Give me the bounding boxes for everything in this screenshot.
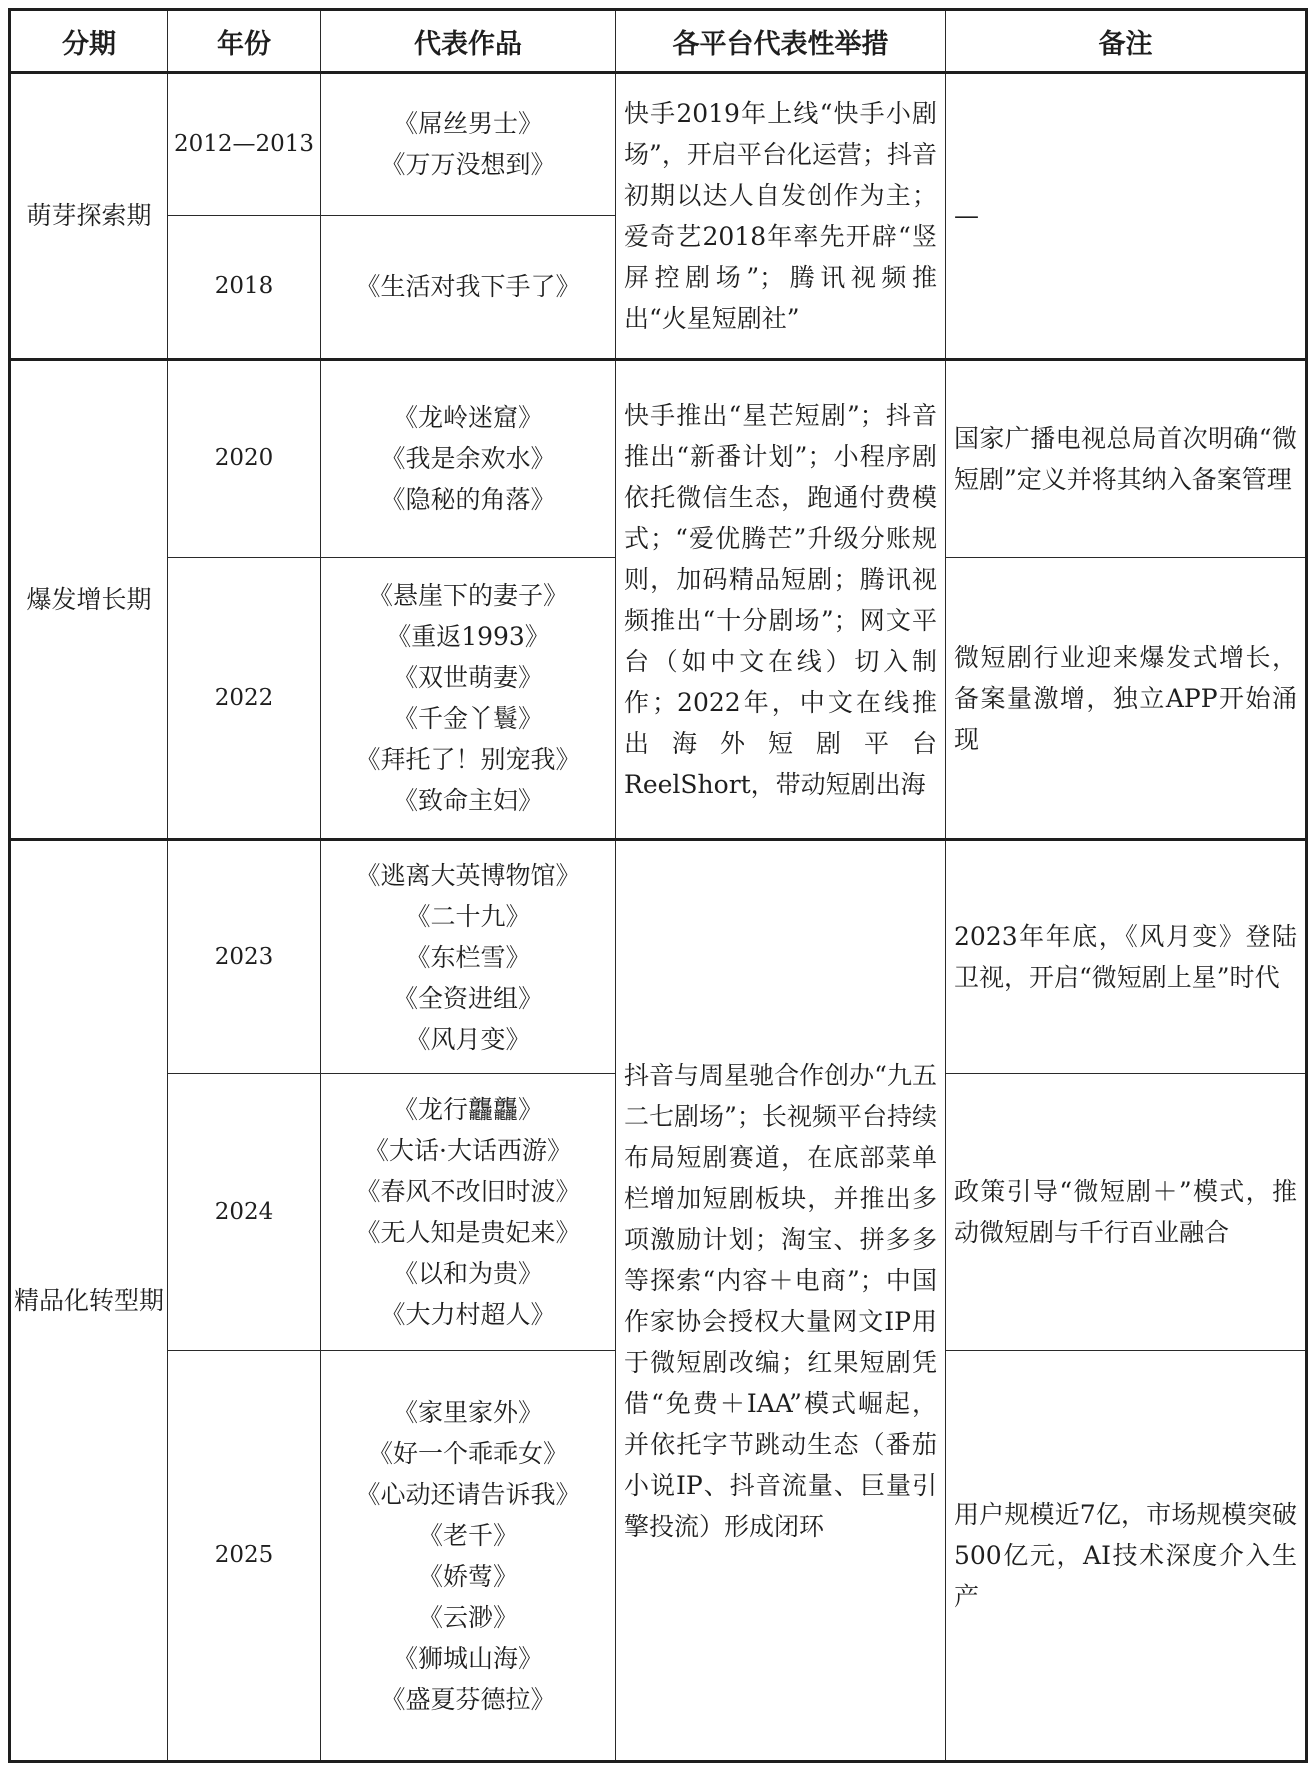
work-title: 《云渺》 bbox=[417, 1602, 518, 1632]
work-title: 《以和为贵》 bbox=[392, 1259, 543, 1289]
work-title: 《逃离大英博物馆》 bbox=[355, 860, 581, 890]
work-title: 《春风不改旧时波》 bbox=[355, 1177, 581, 1207]
period-name: 萌芽探索期 bbox=[10, 73, 168, 360]
work-title: 《大话·大话西游》 bbox=[364, 1136, 572, 1166]
work-title: 《双世萌妻》 bbox=[392, 663, 543, 693]
header-row bbox=[10, 10, 1307, 73]
works-cell bbox=[321, 1351, 616, 1762]
works-cell bbox=[321, 215, 616, 359]
work-title: 《拜托了！别宠我》 bbox=[355, 745, 581, 775]
work-title: 《盛夏芬德拉》 bbox=[380, 1684, 556, 1714]
table-row bbox=[10, 359, 1307, 558]
work-title: 《家里家外》 bbox=[392, 1397, 543, 1427]
work-title: 《致命主妇》 bbox=[392, 786, 543, 816]
table-wrapper bbox=[8, 8, 1305, 1763]
work-title: 《狮城山海》 bbox=[392, 1643, 543, 1673]
development-stages-table bbox=[8, 8, 1308, 1763]
work-title: 《屌丝男士》 bbox=[392, 109, 543, 139]
works-cell bbox=[321, 359, 616, 558]
work-title: 《悬崖下的妻子》 bbox=[367, 581, 568, 611]
year-cell: 2022 bbox=[168, 558, 321, 840]
year-cell: 2012—2013 bbox=[168, 73, 321, 216]
work-title: 《无人知是贵妃来》 bbox=[355, 1218, 581, 1248]
work-title: 《隐秘的角落》 bbox=[380, 485, 556, 515]
work-title: 《娇莺》 bbox=[417, 1561, 518, 1591]
work-title: 《老千》 bbox=[417, 1520, 518, 1550]
work-title: 《千金丫鬟》 bbox=[392, 704, 543, 734]
year-cell: 2023 bbox=[168, 840, 321, 1073]
note-cell: 微短剧行业迎来爆发式增长，备案量激增，独立APP开始涌现 bbox=[946, 558, 1307, 840]
header-period: 分期 bbox=[10, 10, 168, 73]
table-row bbox=[10, 840, 1307, 1073]
header-platform-measures: 各平台代表性举措 bbox=[616, 10, 946, 73]
work-title: 《好一个乖乖女》 bbox=[367, 1438, 568, 1468]
work-title: 《重返1993》 bbox=[386, 622, 550, 652]
works-cell bbox=[321, 558, 616, 840]
header-year: 年份 bbox=[168, 10, 321, 73]
platform-measures-cell: 快手推出“星芒短剧”；抖音推出“新番计划”；小程序剧依托微信生态，跑通付费模式；“爱优腾芒”升级分账规则，加码精品短剧；腾讯视频推出“十分剧场”；网文平台（如中文在线）切入制作；2022年，中文在线推出海外短剧平台ReelShort，带动短剧出海 bbox=[616, 359, 946, 840]
note-cell: — bbox=[946, 73, 1307, 360]
year-cell: 2025 bbox=[168, 1351, 321, 1762]
work-title: 《龙行龘龘》 bbox=[392, 1095, 543, 1125]
header-notes: 备注 bbox=[946, 10, 1307, 73]
work-title: 《心动还请告诉我》 bbox=[355, 1479, 581, 1509]
work-title: 《二十九》 bbox=[405, 901, 531, 931]
work-title: 《东栏雪》 bbox=[405, 942, 531, 972]
note-cell: 国家广播电视总局首次明确“微短剧”定义并将其纳入备案管理 bbox=[946, 359, 1307, 558]
works-cell bbox=[321, 73, 616, 216]
platform-measures-cell: 快手2019年上线“快手小剧场”，开启平台化运营；抖音初期以达人自发创作为主；爱奇艺2018年率先开辟“竖屏控剧场”；腾讯视频推出“火星短剧社” bbox=[616, 73, 946, 360]
note-cell: 2023年年底，《风月变》登陆卫视，开启“微短剧上星”时代 bbox=[946, 840, 1307, 1073]
work-title: 《风月变》 bbox=[405, 1024, 531, 1054]
work-title: 《生活对我下手了》 bbox=[355, 272, 581, 302]
work-title: 《大力村超人》 bbox=[380, 1300, 556, 1330]
table-row bbox=[10, 73, 1307, 216]
year-cell: 2020 bbox=[168, 359, 321, 558]
work-title: 《龙岭迷窟》 bbox=[392, 403, 543, 433]
period-name: 精品化转型期 bbox=[10, 840, 168, 1762]
year-cell: 2018 bbox=[168, 215, 321, 359]
note-cell: 用户规模近7亿，市场规模突破500亿元，AI技术深度介入生产 bbox=[946, 1351, 1307, 1762]
note-cell: 政策引导“微短剧＋”模式，推动微短剧与千行百业融合 bbox=[946, 1073, 1307, 1351]
work-title: 《我是余欢水》 bbox=[380, 444, 556, 474]
year-cell: 2024 bbox=[168, 1073, 321, 1351]
works-cell bbox=[321, 1073, 616, 1351]
header-works: 代表作品 bbox=[321, 10, 616, 73]
platform-measures-cell: 抖音与周星驰合作创办“九五二七剧场”；长视频平台持续布局短剧赛道，在底部菜单栏增加短剧板块，并推出多项激励计划；淘宝、拼多多等探索“内容＋电商”；中国作家协会授权大量网文IP用于微短剧改编；红果短剧凭借“免费＋IAA”模式崛起，并依托字节跳动生态（番茄小说IP、抖音流量、巨量引擎投流）形成闭环 bbox=[616, 840, 946, 1762]
work-title: 《全资进组》 bbox=[392, 983, 543, 1013]
work-title: 《万万没想到》 bbox=[380, 150, 556, 180]
period-name: 爆发增长期 bbox=[10, 359, 168, 840]
works-cell bbox=[321, 840, 616, 1073]
